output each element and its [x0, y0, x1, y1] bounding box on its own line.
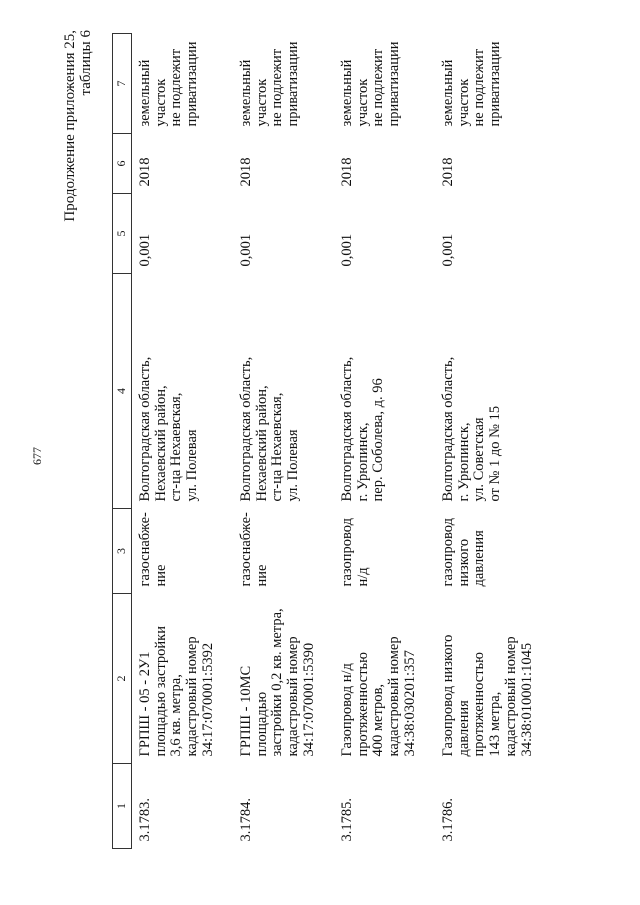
object-name-line: Газопровод низкого — [439, 634, 456, 757]
object-area: 0,001 — [136, 233, 153, 267]
object-type-line: ние — [253, 564, 270, 587]
object-name-line: кадастровый номер — [502, 636, 519, 757]
object-address-cell — [435, 274, 536, 509]
object-area-cell — [435, 194, 536, 274]
object-address-line: ст-ца Нехаевская, — [269, 392, 286, 502]
object-note-line: земельный — [439, 59, 456, 127]
continuation-note — [62, 30, 94, 330]
object-address-line: Нехаевский район, — [253, 385, 270, 502]
object-address-cell — [131, 274, 233, 509]
object-name-cell — [435, 594, 536, 764]
column-header: 7 — [113, 34, 132, 134]
object-address-line: пер. Соболева, д. 96 — [370, 378, 387, 502]
object-name-line: 34:17:070001:5392 — [199, 642, 216, 757]
row-number: 3.1785. — [338, 798, 355, 842]
object-address-line: ул. Советская — [471, 417, 488, 502]
row-number: 3.1784. — [237, 798, 254, 842]
object-type-line: газопровод — [439, 518, 456, 587]
object-address-line: Нехаевский район, — [152, 385, 169, 502]
object-year: 2018 — [338, 157, 355, 187]
object-address-line: Волгоградская область, — [237, 356, 254, 502]
object-address-line: Волгоградская область, — [439, 356, 456, 502]
table-row — [233, 34, 334, 849]
object-note-cell — [334, 34, 435, 134]
object-address-line: Волгоградская область, — [136, 356, 153, 502]
object-address-line: г. Урюпинск, — [354, 422, 371, 502]
object-note-line: земельный — [136, 59, 153, 127]
object-year-cell — [435, 134, 536, 194]
object-name-line: протяженностью — [471, 652, 488, 757]
row-number-cell — [233, 764, 334, 849]
object-type-cell — [435, 509, 536, 594]
object-area: 0,001 — [237, 233, 254, 267]
object-note-line: не подлежит — [168, 48, 185, 127]
object-name-line: ГРПШ - 10МС площадью — [237, 665, 270, 757]
object-note-line: участок — [354, 78, 371, 127]
object-note-line: приватизации — [184, 41, 201, 127]
object-address-line: ул. Полевая — [285, 429, 302, 502]
object-name-line: кадастровый номер — [285, 636, 302, 757]
table-row — [334, 34, 435, 849]
object-year-cell — [233, 134, 334, 194]
row-number-cell — [334, 764, 435, 849]
object-name-line: Газопровод н/д — [338, 663, 355, 757]
object-name-line: 400 метров, — [370, 684, 387, 757]
object-name-cell — [131, 594, 233, 764]
object-type-cell — [131, 509, 233, 594]
object-name-line: 3,6 кв. метра, — [168, 674, 185, 757]
object-address-line: ст-ца Нехаевская, — [168, 392, 185, 502]
object-year-cell — [334, 134, 435, 194]
row-number-cell — [131, 764, 233, 849]
table-header-row — [113, 34, 132, 849]
continuation-line-2: таблицы 6 — [78, 30, 94, 96]
object-name-line: 34:38:010001:1045 — [518, 642, 535, 757]
object-area: 0,001 — [439, 233, 456, 267]
object-name-line: кадастровый номер — [184, 636, 201, 757]
column-header: 4 — [113, 274, 132, 509]
object-type-cell — [334, 509, 435, 594]
column-header: 3 — [113, 509, 132, 594]
object-note-line: не подлежит — [370, 48, 387, 127]
object-type-line: газоснабже- — [136, 512, 153, 587]
row-number: 3.1786. — [439, 798, 456, 842]
object-address-cell — [334, 274, 435, 509]
object-name-cell — [334, 594, 435, 764]
object-name-line: 34:17:070001:5390 — [300, 642, 317, 757]
object-name-line: площадью застройки — [152, 626, 169, 757]
table-row — [131, 34, 233, 849]
object-note-line: не подлежит — [471, 48, 488, 127]
object-name-line: 34:38:030201:357 — [401, 650, 418, 757]
object-name-cell — [233, 594, 334, 764]
object-type-line: ние — [152, 564, 169, 587]
continuation-line-1: Продолжение приложения 25, — [62, 30, 78, 222]
object-note-cell — [233, 34, 334, 134]
column-header: 5 — [113, 194, 132, 274]
object-area-cell — [233, 194, 334, 274]
object-note-cell — [435, 34, 536, 134]
object-type-line: низкого — [455, 538, 472, 587]
table-body — [131, 34, 536, 849]
object-name-line: 143 метра, — [487, 691, 504, 757]
object-note-line: приватизации — [285, 41, 302, 127]
object-note-line: земельный — [338, 59, 355, 127]
object-address-cell — [233, 274, 334, 509]
object-type-cell — [233, 509, 334, 594]
object-address-line: Волгоградская область, — [338, 356, 355, 502]
column-header: 2 — [113, 594, 132, 764]
object-note-cell — [131, 34, 233, 134]
row-number-cell — [435, 764, 536, 849]
object-type-line: давления — [471, 530, 488, 587]
object-year: 2018 — [136, 157, 153, 187]
object-area: 0,001 — [338, 233, 355, 267]
object-name-line: застройки 0,2 кв. метра, — [269, 608, 286, 757]
object-type-line: газопровод — [338, 518, 355, 587]
object-name-line: протяженностью — [354, 652, 371, 757]
object-area-cell — [334, 194, 435, 274]
object-note-line: участок — [152, 78, 169, 127]
object-year: 2018 — [439, 157, 456, 187]
object-note-line: участок — [455, 78, 472, 127]
object-note-line: участок — [253, 78, 270, 127]
object-name-line: кадастровый номер — [386, 636, 403, 757]
object-area-cell — [131, 194, 233, 274]
object-note-line: не подлежит — [269, 48, 286, 127]
object-type-line: н/д — [354, 567, 371, 587]
object-type-line: газоснабже- — [237, 512, 254, 587]
column-header: 1 — [113, 764, 132, 849]
column-header: 6 — [113, 134, 132, 194]
page-number: 677 — [30, 447, 44, 465]
object-year: 2018 — [237, 157, 254, 187]
object-year-cell — [131, 134, 233, 194]
object-address-line: г. Урюпинск, — [455, 422, 472, 502]
object-address-line: от № 1 до № 15 — [487, 405, 504, 502]
object-note-line: приватизации — [487, 41, 504, 127]
object-note-line: приватизации — [386, 41, 403, 127]
object-note-line: земельный — [237, 59, 254, 127]
object-name-line: ГРПШ - 05 - 2У1 — [136, 651, 153, 757]
property-table — [112, 33, 536, 849]
object-address-line: ул. Полевая — [184, 429, 201, 502]
object-name-line: давления — [455, 700, 472, 757]
table-row — [435, 34, 536, 849]
row-number: 3.1783. — [136, 798, 153, 842]
